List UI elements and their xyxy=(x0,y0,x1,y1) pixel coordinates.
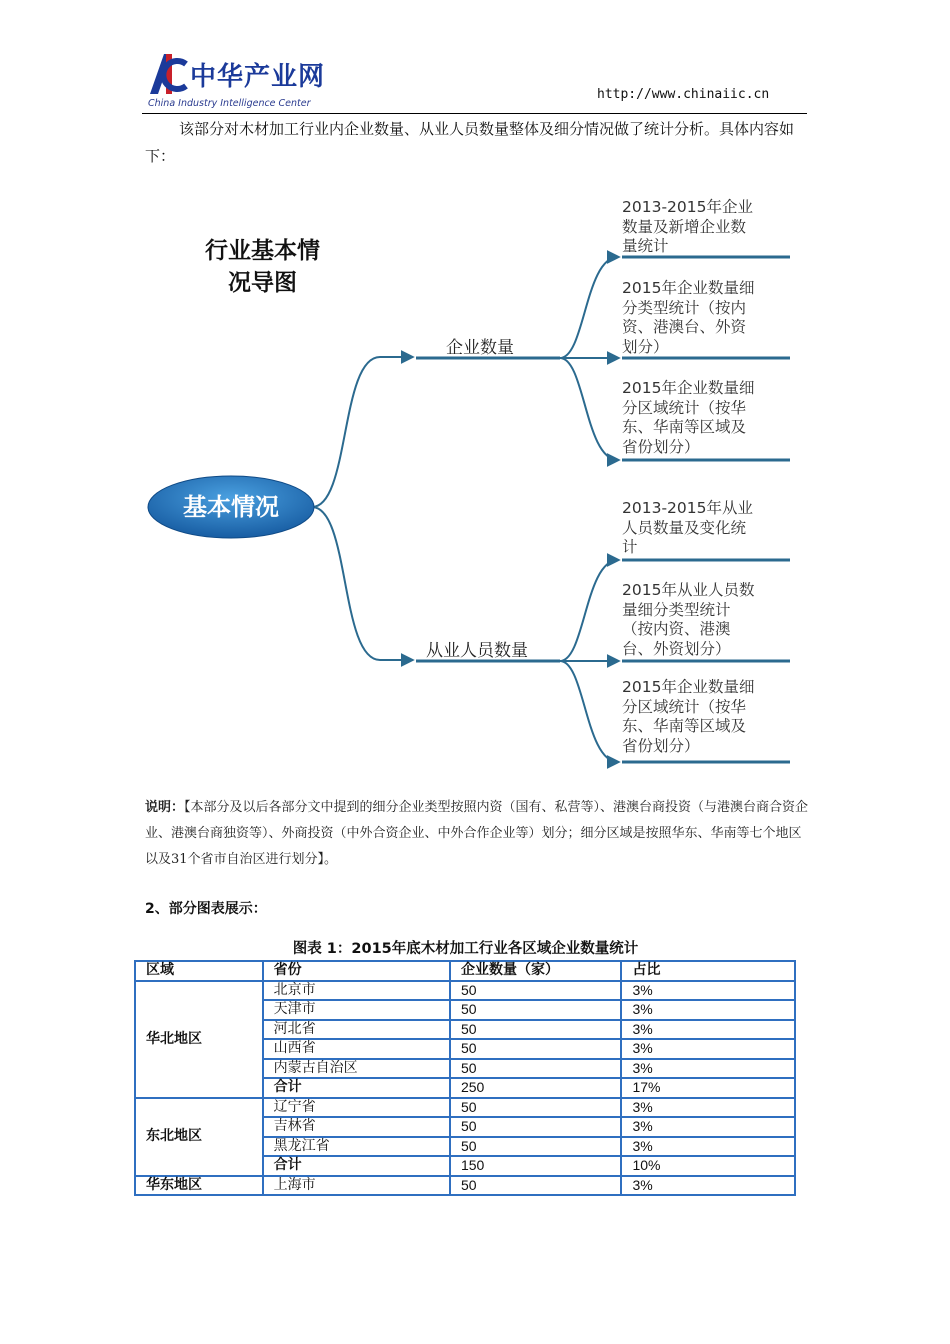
province-cell: 北京市 xyxy=(263,981,450,1001)
province-cell: 内蒙古自治区 xyxy=(263,1059,450,1079)
leaf-line: 台、外资划分） xyxy=(622,639,731,658)
share-cell: 3% xyxy=(621,1117,795,1137)
leaf-line: 数量及新增企业数 xyxy=(622,217,747,236)
header-cell: 占比 xyxy=(621,961,795,981)
share-cell: 3% xyxy=(621,1000,795,1020)
mind-map-root: 基本情况 xyxy=(183,493,279,521)
share-cell: 3% xyxy=(621,1137,795,1157)
share-cell: 3% xyxy=(621,1098,795,1118)
province-cell: 上海市 xyxy=(263,1176,450,1196)
mind-map-title xyxy=(180,235,345,299)
note-paragraph xyxy=(145,795,810,873)
region-cell: 华东地区 xyxy=(135,1176,263,1196)
section-heading: 2、部分图表展示： xyxy=(145,901,267,917)
table-row xyxy=(135,1176,795,1196)
leaf-employee-type xyxy=(622,581,794,659)
leaf-line: 量统计 xyxy=(622,237,669,255)
share-cell: 3% xyxy=(621,1039,795,1059)
header-cell: 省份 xyxy=(263,961,450,981)
share-cell: 17% xyxy=(621,1078,795,1098)
leaf-line: 东、华南等区域及 xyxy=(622,418,747,436)
share-cell: 10% xyxy=(621,1156,795,1176)
leaf-line: 东、华南等区域及 xyxy=(622,717,747,735)
leaf-line: 2013-2015年从业 xyxy=(622,499,753,517)
leaf-line: 分区域统计（按华 xyxy=(622,697,747,716)
logo-english-text: China Industry Intelligence Center xyxy=(148,98,311,109)
total-label-cell: 合计 xyxy=(263,1078,450,1098)
province-cell: 天津市 xyxy=(263,1000,450,1020)
count-cell: 50 xyxy=(450,981,622,1001)
leaf-line: 省份划分） xyxy=(622,437,700,456)
leaf-line: 省份划分） xyxy=(622,736,700,755)
leaf-line: 资、港澳台、外资 xyxy=(622,318,747,336)
leaf-line: 人员数量及变化统 xyxy=(622,518,747,537)
table-title: 图表 1：2015年底木材加工行业各区域企业数量统计 xyxy=(292,941,639,957)
count-cell: 50 xyxy=(450,1000,622,1020)
count-cell: 150 xyxy=(450,1156,622,1176)
region-cell: 东北地区 xyxy=(135,1098,263,1176)
count-cell: 50 xyxy=(450,1098,622,1118)
logo-mark-icon xyxy=(146,52,190,96)
logo-chinese-text: 中华产业网 xyxy=(190,62,326,92)
count-cell: 50 xyxy=(450,1117,622,1137)
header-divider xyxy=(142,113,807,114)
count-cell: 250 xyxy=(450,1078,622,1098)
leaf-enterprise-trend xyxy=(622,198,794,257)
share-cell: 3% xyxy=(621,1059,795,1079)
leaf-line: （按内资、港澳 xyxy=(622,620,731,638)
mind-map xyxy=(140,185,810,775)
count-cell: 50 xyxy=(450,1020,622,1040)
leaf-line: 2015年企业数量细 xyxy=(622,279,755,297)
share-cell: 3% xyxy=(621,1020,795,1040)
province-cell: 黑龙江省 xyxy=(263,1137,450,1157)
note-text: 【本部分及以后各部分文中提到的细分企业类型按照内资（国有、私营等）、港澳台商投资（与港澳台商合资企业、港澳台商独资等）、外商投资（中外合资企业、中外合作企业等）划分；细分区域是按照华东、华南等七个地区以及31个省市自治区进行划分】。 xyxy=(145,800,809,867)
leaf-line: 分类型统计（按内 xyxy=(622,298,747,317)
mind-map-title-line1: 行业基本情 xyxy=(205,238,320,264)
leaf-enterprise-region xyxy=(622,379,794,457)
leaf-line: 计 xyxy=(622,538,638,556)
header-cell: 区域 xyxy=(135,961,263,981)
count-cell: 50 xyxy=(450,1176,622,1196)
header-cell: 企业数量（家） xyxy=(450,961,622,981)
count-cell: 50 xyxy=(450,1039,622,1059)
leaf-line: 划分） xyxy=(622,337,669,356)
branch-employee-count: 从业人员数量 xyxy=(426,641,528,661)
leaf-line: 2015年企业数量细 xyxy=(622,379,755,397)
leaf-line: 2013-2015年企业 xyxy=(622,198,753,216)
leaf-line: 2015年企业数量细 xyxy=(622,678,755,696)
count-cell: 50 xyxy=(450,1059,622,1079)
branch-enterprise-count: 企业数量 xyxy=(446,338,514,358)
province-cell: 辽宁省 xyxy=(263,1098,450,1118)
region-cell: 华北地区 xyxy=(135,981,263,1098)
region-enterprise-table xyxy=(134,960,796,1196)
province-cell: 河北省 xyxy=(263,1020,450,1040)
leaf-employee-trend xyxy=(622,499,794,558)
intro-paragraph: 该部分对木材加工行业内企业数量、从业人员数量整体及细分情况做了统计分析。具体内容如下： xyxy=(145,120,795,165)
table-row xyxy=(135,1098,795,1118)
share-cell: 3% xyxy=(621,1176,795,1196)
mind-map-title-line2: 况导图 xyxy=(228,270,297,296)
leaf-line: 2015年从业人员数 xyxy=(622,581,755,599)
leaf-enterprise-type xyxy=(622,279,794,357)
leaf-line: 量细分类型统计 xyxy=(622,600,731,619)
count-cell: 50 xyxy=(450,1137,622,1157)
note-label: 说明： xyxy=(145,800,185,815)
province-cell: 吉林省 xyxy=(263,1117,450,1137)
leaf-employee-region xyxy=(622,678,794,756)
logo xyxy=(146,50,346,114)
total-label-cell: 合计 xyxy=(263,1156,450,1176)
site-url[interactable]: http://www.chinaiic.cn xyxy=(597,87,770,102)
province-cell: 山西省 xyxy=(263,1039,450,1059)
table-row xyxy=(135,981,795,1001)
leaf-line: 分区域统计（按华 xyxy=(622,398,747,417)
share-cell: 3% xyxy=(621,981,795,1001)
table-header-row xyxy=(135,961,795,981)
